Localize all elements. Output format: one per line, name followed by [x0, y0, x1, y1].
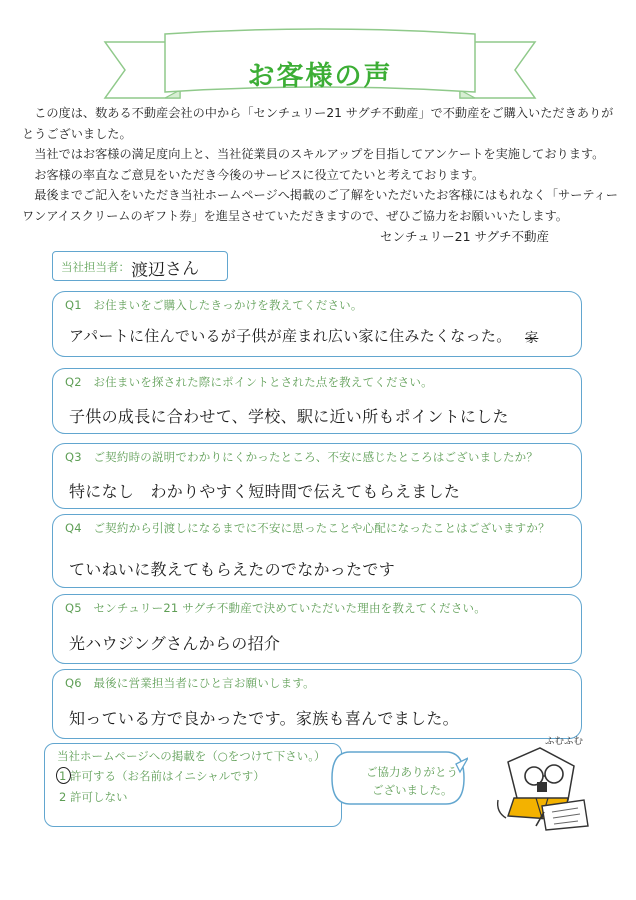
consent-heading: 当社ホームページへの掲載を（○をつけて下さい。）: [57, 749, 326, 763]
answer-strikeout: 家: [525, 331, 539, 346]
question-text: Q1 お住まいをご購入したきっかけを教えてください。: [65, 298, 363, 312]
intro-text: [22, 103, 618, 226]
mascot-icon: [478, 742, 590, 832]
question-text: Q5 センチュリー21 サグチ不動産で決めていただいた理由を教えてください。: [65, 601, 486, 615]
question-text: Q4 ご契約から引渡しになるまでに不安に思ったことや心配になったことはございますか？: [65, 521, 550, 535]
staff-label: 当社担当者：: [61, 260, 130, 274]
question-box-q6: [52, 669, 582, 739]
answer-text: 知っている方で良かったです。家族も喜んでました。: [69, 709, 459, 728]
mascot-caption: ふむふむ: [545, 736, 584, 747]
question-text: Q2 お住まいを探された際にポイントとされた点を教えてください。: [65, 375, 433, 389]
thanks-line-1: ご協力ありがとう: [366, 765, 458, 779]
answer-text: 子供の成長に合わせて、学校、駅に近い所もポイントにした: [69, 407, 509, 426]
company-signature: センチュリー21 サグチ不動産: [380, 229, 550, 244]
answer-text: 光ハウジングさんからの招介: [69, 634, 281, 653]
consent-option-deny[interactable]: 2 許可しない: [59, 790, 128, 804]
consent-box: [44, 743, 342, 827]
question-box-q4: [52, 514, 582, 588]
intro-paragraph: お客様の率直なご意見をいただき今後のサービスに役立てたいと考えております。: [34, 167, 485, 182]
intro-paragraph: 当社ではお客様の満足度向上と、当社従業員のスキルアップを目指してアンケートを実施しております。: [34, 147, 605, 161]
question-box-q3: [52, 443, 582, 509]
intro-paragraph: この度は、数ある不動産会社の中から「センチュリー21 サグチ不動産」で不動産をご購入いただきありがとうございました。: [22, 106, 614, 141]
staff-name: 渡辺さん: [130, 258, 200, 282]
question-box-q5: [52, 594, 582, 664]
answer-text: ていねいに教えてもらえたのでなかったです: [69, 560, 396, 579]
page-title: お客様の声: [247, 61, 393, 92]
question-text: Q3 ご契約時の説明でわかりにくかったところ、不安に感じたところはございましたか？: [65, 450, 539, 464]
answer-text: 特になし わかりやすく短時間で伝えてもらえました: [69, 482, 461, 501]
answer-text: アパートに住んでいるが子供が産まれ広い家に住みたくなった。: [69, 327, 512, 345]
intro-paragraph: 最後までご記入をいただき当社ホームページへ掲載のご了解をいただいたお客様にはもれなく「サーティーワンアイスクリームのギフト券」を進呈させていただきますので、ぜひご協力をお願いいたします。: [22, 188, 618, 223]
question-box-q1: [52, 291, 582, 357]
question-box-q2: [52, 368, 582, 434]
staff-box: [52, 251, 228, 281]
thanks-line-2: ございました。: [372, 783, 453, 797]
question-text: Q6 最後に営業担当者にひと言お願いします。: [65, 676, 315, 690]
consent-option-allow[interactable]: 1 許可する（お名前はイニシャルです）: [59, 769, 265, 783]
